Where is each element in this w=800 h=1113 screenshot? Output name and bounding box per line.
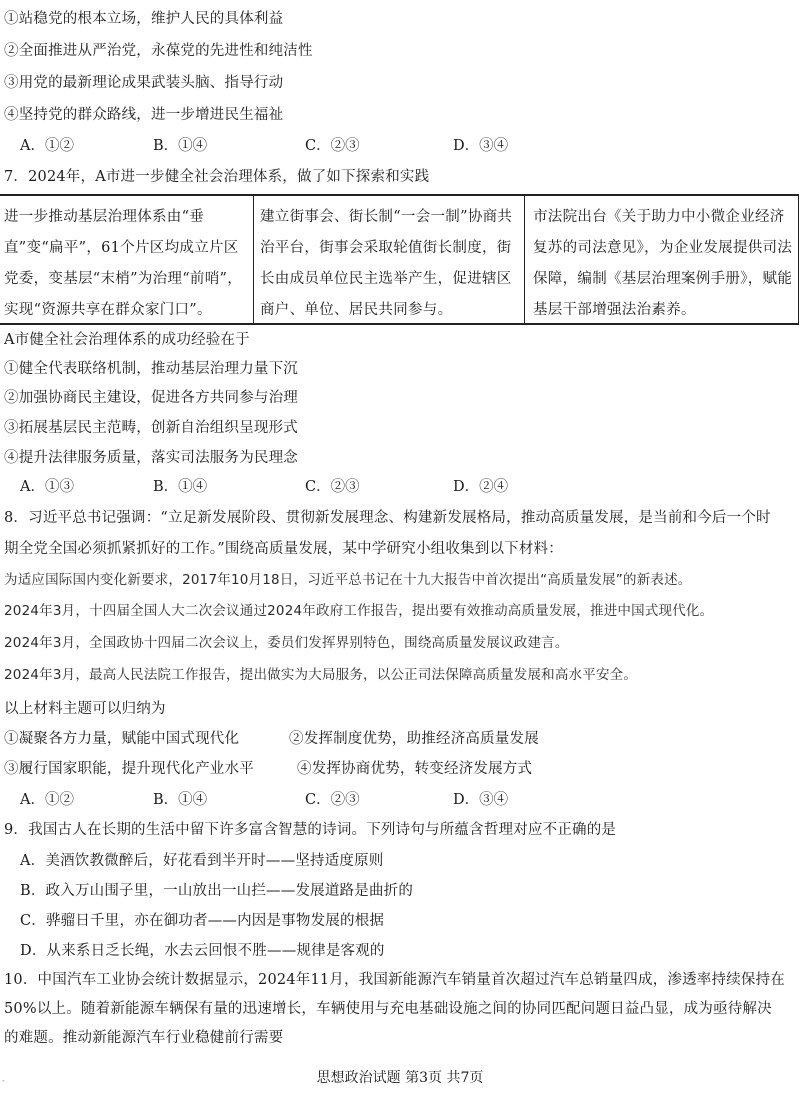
scan-mark: - (2, 1076, 5, 1085)
q8-material-1: 为适应国际国内变化新要求，2017年10月18日，习近平总书记在十九大报告中首次提出“高质量发展”的新表述。 (4, 572, 692, 588)
q7-table (0, 194, 799, 325)
q8-item-2: ②发挥制度优势，助推经济高质量发展 (289, 731, 539, 747)
q6-item-2: ②全面推进从严治党，永葆党的先进性和纯洁性 (4, 43, 313, 59)
q10-line-1: 10．中国汽车工业协会统计数据显示，2024年11月，我国新能源汽车销量首次超过汽车总销量四成，渗透率持续保持在 (4, 972, 785, 988)
q9-stem: 9．我国古人在长期的生活中留下许多富含智慧的诗词。下列诗句与所蕴含哲理对应不正确的是 (4, 822, 617, 838)
q9-choice-a: A．美酒饮教微醉后，好花看到半开时——坚持适度原则 (20, 853, 384, 869)
q7-stem: 7．2024年，A市进一步健全社会治理体系，做了如下探索和实践 (4, 169, 430, 185)
q7-table-cell-2: 建立街事会、街长制“一会一制”协商共治平台，街事会采取轮值街长制度，街长由成员单位民主选举产生，促进辖区商户、单位、居民共同参与。 (254, 196, 525, 323)
q7-option-b: B．①④ (153, 479, 208, 495)
q7-table-cell-3: 市法院出台《关于助力中小微企业经济复苏的司法意见》，为企业发展提供司法保障，编制《基层治理案例手册》，赋能基层干部增强法治素养。 (525, 196, 799, 323)
q8-material-3: 2024年3月，全国政协十四届二次会议上，委员们发挥界别特色，围绕高质量发展议政建言。 (4, 635, 569, 651)
q7-options (20, 477, 580, 497)
q6-item-1: ①站稳党的根本立场，维护人民的具体利益 (4, 11, 284, 27)
page-footer: 思想政治试题 第3页 共7页 (316, 1070, 484, 1086)
q6-option-a: A．①② (20, 138, 74, 154)
q9-choice-b: B．政入万山围子里，一山放出一山拦——发展道路是曲折的 (20, 883, 414, 899)
q7-item-3: ③拓展基层民主范畴，创新自治组织呈现形式 (4, 420, 298, 436)
q8-option-a: A．①② (20, 792, 74, 808)
q7-item-4: ④提升法律服务质量，落实司法服务为民理念 (4, 450, 298, 466)
q7-item-2: ②加强协商民主建设，促进各方共同参与治理 (4, 390, 298, 406)
q8-prompt: 以上材料主题可以归纳为 (4, 701, 166, 717)
q8-material-2: 2024年3月，十四届全国人大二次会议通过2024年政府工作报告，提出要有效推动高质量发展，推进中国式现代化。 (4, 603, 714, 619)
q10-line-2: 50%以上。随着新能源车辆保有量的迅速增长，车辆使用与充电基础设施之间的协同匹配问题日益凸显，成为亟待解决 (4, 1001, 772, 1017)
q8-option-d: D．③④ (453, 792, 509, 808)
q8-material-4: 2024年3月，最高人民法院工作报告，提出做实为大局服务，以公正司法保障高质量发展和高水平安全。 (4, 667, 638, 683)
q8-item-4: ④发挥协商优势，转变经济发展方式 (297, 761, 533, 777)
q8-stem-line-2: 期全党全国必须抓紧抓好的工作。”围绕高质量发展，某中学研究小组收集到以下材料： (4, 541, 563, 557)
q7-prompt: A市健全社会治理体系的成功经验在于 (4, 332, 250, 348)
q6-item-4: ④坚持党的群众路线，进一步增进民生福祉 (4, 107, 284, 123)
q6-option-c: C．②③ (305, 138, 360, 154)
q7-table-cell-1: 进一步推动基层治理体系由“垂直”变“扁平”，61个片区均成立片区党委，变基层“末梢”为治理“前哨”，实现“资源共享在群众家门口”。 (0, 196, 254, 323)
q8-item-3: ③履行国家职能，提升现代化产业水平 (4, 761, 254, 777)
q9-choice-c: C．骅骝日千里，亦在御功者——内因是事物发展的根据 (20, 913, 385, 929)
q7-option-a: A．①③ (20, 479, 74, 495)
q8-option-b: B．①④ (153, 792, 208, 808)
q7-item-1: ①健全代表联络机制，推动基层治理力量下沉 (4, 361, 298, 377)
q7-option-c: C．②③ (305, 479, 360, 495)
q8-item-1: ①凝聚各方力量，赋能中国式现代化 (4, 731, 240, 747)
q6-item-3: ③用党的最新理论成果武装头脑、指导行动 (4, 75, 284, 91)
q6-option-b: B．①④ (153, 138, 208, 154)
q9-choice-d: D．从来系日乏长绳，水去云回恨不胜——规律是客观的 (20, 943, 385, 959)
q8-items-row-2 (4, 759, 533, 779)
q6-option-d: D．③④ (453, 138, 509, 154)
q10-line-3: 的难题。推动新能源汽车行业稳健前行需要 (4, 1030, 284, 1046)
q6-options (20, 136, 580, 156)
q8-options (20, 790, 580, 810)
q8-items-row-1 (4, 729, 539, 749)
q7-option-d: D．②④ (453, 479, 509, 495)
q8-stem-line-1: 8．习近平总书记强调：“立足新发展阶段、贯彻新发展理念、构建新发展格局，推动高质量发展，是当前和今后一个时 (4, 510, 771, 526)
q8-option-c: C．②③ (305, 792, 360, 808)
